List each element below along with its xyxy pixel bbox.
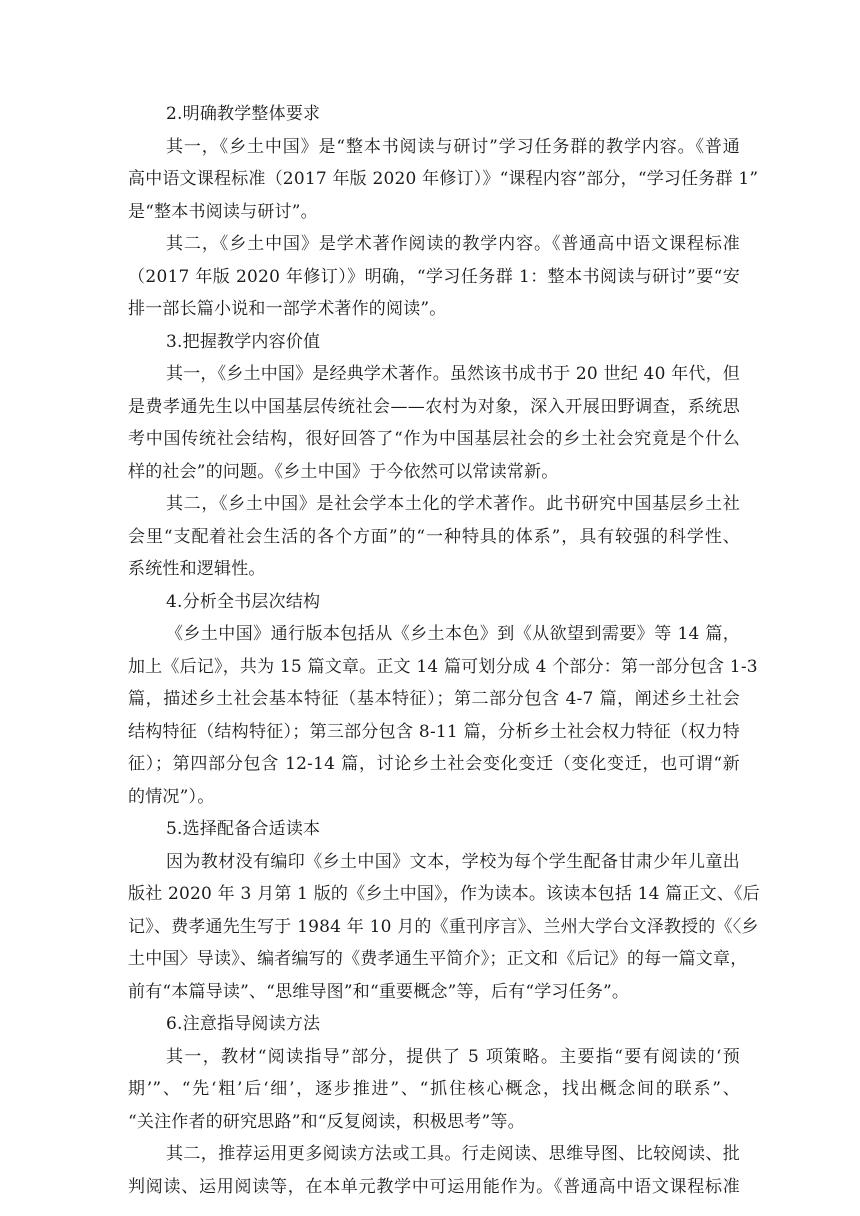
- paragraph-line: 其二，推荐运用更多阅读方法或工具。行走阅读、思维导图、比较阅读、批: [166, 1144, 740, 1164]
- paragraph-line: 其二，《乡土中国》是社会学本土化的学术著作。此书研究中国基层乡土社: [166, 494, 740, 514]
- paragraph-line: 征）；第四部分包含 12-14 篇，讨论乡土社会变化变迁（变化变迁，也可谓“新: [128, 754, 740, 774]
- paragraph-line: 期’”、“先‘粗’后‘细’，逐步推进”、“抓住核心概念，找出概念间的联系”、: [128, 1079, 740, 1099]
- document-page: [128, 98, 760, 1203]
- paragraph-line: 排一部长篇小说和一部学术著作的阅读”。: [128, 299, 447, 319]
- paragraph-line: 其一，教材“阅读指导”部分，提供了 5 项策略。主要指“要有阅读的‘预: [166, 1046, 740, 1067]
- paragraph-line: 《乡土中国》通行版本包括从《乡土本色》到《从欲望到需要》等 14 篇，: [166, 624, 740, 644]
- paragraph-line: 前有“本篇导读”、“思维导图”和“重要概念”等，后有“学习任务”。: [128, 981, 630, 1002]
- paragraph-line: “关注作者的研究思路”和“反复阅读，积极思考”等。: [128, 1111, 525, 1132]
- paragraph-line: 高中语文课程标准（2017 年版 2020 年修订）》“课程内容”部分，“学习任务群 1”: [128, 169, 759, 189]
- section-heading-3: 3.把握教学内容价值: [166, 331, 321, 352]
- paragraph-line: 记》、费孝通先生写于 1984 年 10 月的《重刊序言》、兰州大学台文泽教授的《〈乡: [128, 916, 759, 937]
- paragraph-line: 是“整本书阅读与研讨”。: [128, 201, 318, 222]
- section-heading-2: 2.明确教学整体要求: [166, 104, 321, 124]
- paragraph-line: 其二，《乡土中国》是学术著作阅读的教学内容。《普通高中语文课程标准: [166, 234, 740, 254]
- paragraph-line: 其一，《乡土中国》是“整本书阅读与研讨”学习任务群的教学内容。《普通: [166, 136, 740, 157]
- section-heading-5: 5.选择配备合适读本: [166, 819, 321, 839]
- paragraph-line: 版社 2020 年 3 月第 1 版的《乡土中国》，作为读本。该读本包括 14 篇正文、《后: [128, 884, 760, 904]
- paragraph-line: 会里“支配着社会生活的各个方面”的“一种特具的体系”，具有较强的科学性、: [128, 526, 740, 547]
- section-heading-6: 6.注意指导阅读方法: [166, 1014, 321, 1034]
- paragraph-line: （2017 年版 2020 年修订）》明确，“学习任务群 1：整本书阅读与研讨”要“安: [128, 266, 740, 287]
- paragraph-line: 考中国传统社会结构，很好回答了“作为中国基层社会的乡土社会究竟是个什么: [128, 429, 740, 449]
- paragraph-line: 土中国〉导读》、编者编写的《费孝通生平简介》；正文和《后记》的每一篇文章，: [128, 949, 748, 969]
- paragraph-line: 的情况”）。: [128, 786, 215, 807]
- paragraph-line: 是费孝通先生以中国基层传统社会——农村为对象，深入开展田野调查，系统思: [128, 396, 740, 417]
- paragraph-line: 判阅读、运用阅读等，在本单元教学中可运用能作为。《普通高中语文课程标准: [128, 1176, 740, 1197]
- paragraph-line: 加上《后记》，共为 15 篇文章。正文 14 篇可划分成 4 个部分：第一部分包含 1-3: [128, 656, 758, 677]
- paragraph-line: 系统性和逻辑性。: [128, 559, 266, 579]
- paragraph-line: 篇，描述乡土社会基本特征（基本特征）；第二部分包含 4-7 篇，阐述乡土社会: [128, 689, 740, 709]
- paragraph-line: 因为教材没有编印《乡土中国》文本，学校为每个学生配备甘肃少年儿童出: [166, 851, 740, 872]
- paragraph-line: 其一，《乡土中国》是经典学术著作。虽然该书成书于 20 世纪 40 年代，但: [166, 364, 740, 384]
- paragraph-line: 样的社会”的问题。《乡土中国》于今依然可以常读常新。: [128, 461, 559, 482]
- paragraph-line: 结构特征（结构特征）；第三部分包含 8-11 篇，分析乡土社会权力特征（权力特: [128, 721, 740, 742]
- section-heading-4: 4.分析全书层次结构: [166, 591, 321, 612]
